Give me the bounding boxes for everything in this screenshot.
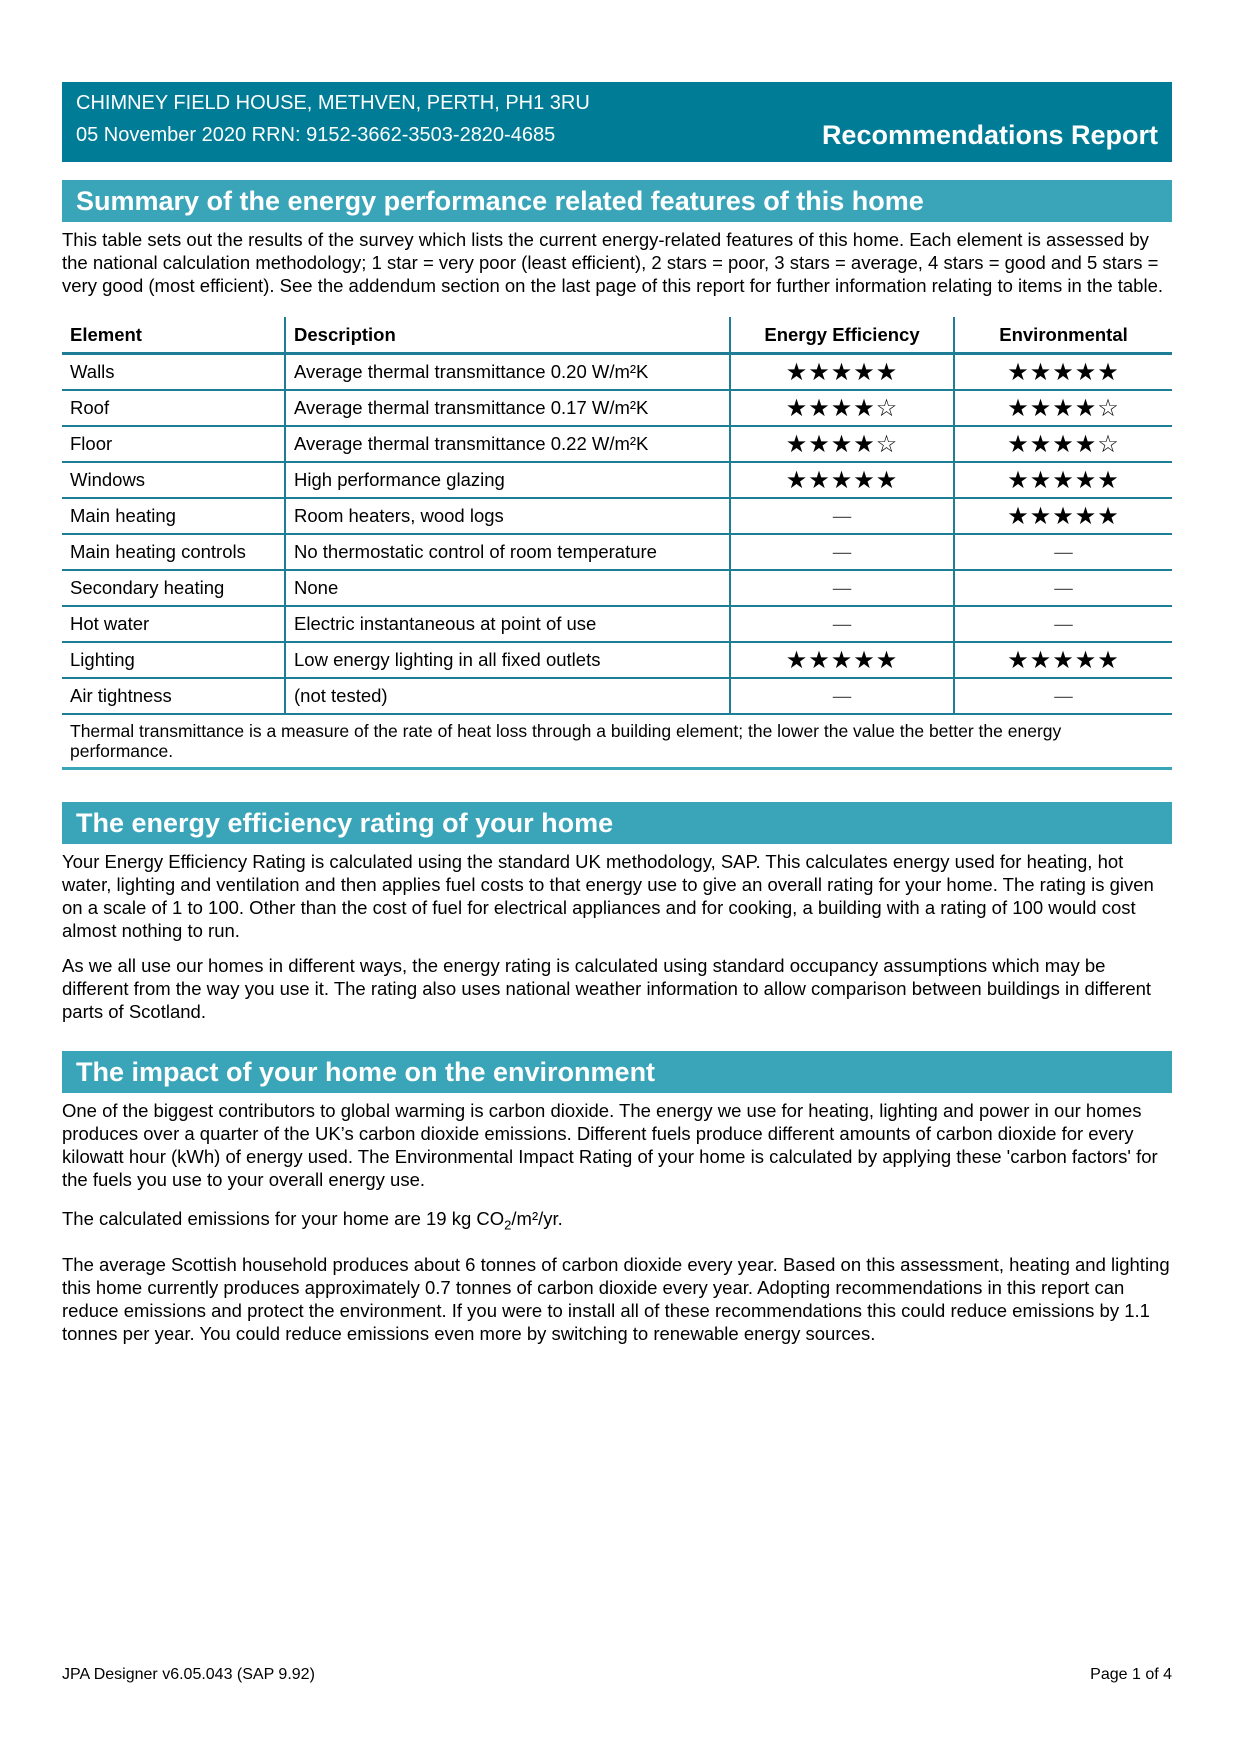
environmental-rating-none: — bbox=[954, 678, 1172, 714]
environment-paragraph-3: The average Scottish household produces about 6 tonnes of carbon dioxide every year. Based on this assessment, heating and lighting this home currently produces approximately 0.7 tonnes of carbon dioxide every year. Adopting recommendations in this report can reduce emissions and protect the environment. If you were to install all of these recommendations this could reduce emissions by 1.1 tonnes per year. You could reduce emissions even more by switching to renewable energy sources. bbox=[62, 1253, 1170, 1344]
row-description: (not tested) bbox=[285, 678, 730, 714]
row-element: Roof bbox=[62, 390, 285, 426]
table-row bbox=[62, 678, 1172, 714]
table-row bbox=[62, 534, 1172, 570]
row-description: Average thermal transmittance 0.22 W/m²K bbox=[285, 426, 730, 462]
environmental-rating-stars: ★★★★★ bbox=[954, 354, 1172, 391]
features-table bbox=[62, 317, 1172, 715]
emissions-statement bbox=[62, 1207, 1172, 1237]
property-address: CHIMNEY FIELD HOUSE, METHVEN, PERTH, PH1 3RU bbox=[76, 92, 590, 114]
energy-rating-stars: ★★★★★ bbox=[730, 642, 954, 678]
environment-heading: The impact of your home on the environment bbox=[62, 1051, 1172, 1093]
table-row bbox=[62, 642, 1172, 678]
row-element: Secondary heating bbox=[62, 570, 285, 606]
table-footnote: Thermal transmittance is a measure of the rate of heat loss through a building element; the lower the value the better the energy performance. bbox=[62, 715, 1172, 770]
row-description: Average thermal transmittance 0.17 W/m²K bbox=[285, 390, 730, 426]
environmental-rating-stars: ★★★★★ bbox=[954, 642, 1172, 678]
report-header bbox=[62, 82, 1172, 162]
summary-intro: This table sets out the results of the survey which lists the current energy-related features of this home. Each element is assessed by the national calculation methodology; 1 star = very poor (least efficient), 2 stars = poor, 3 stars = average, 4 stars = good and 5 stars = very good (most efficient). See the addendum section on the last page of this report for further information relating to items in the table. bbox=[62, 229, 1164, 296]
energy-rating-stars: ★★★★★ bbox=[730, 354, 954, 391]
co2-subscript: 2 bbox=[504, 1217, 512, 1233]
environmental-rating-stars: ★★★★☆ bbox=[954, 390, 1172, 426]
row-description: Average thermal transmittance 0.20 W/m²K bbox=[285, 354, 730, 391]
software-version: JPA Designer v6.05.043 (SAP 9.92) bbox=[62, 1666, 315, 1683]
row-element: Main heating controls bbox=[62, 534, 285, 570]
row-element: Floor bbox=[62, 426, 285, 462]
date-rrn: 05 November 2020 RRN: 9152-3662-3503-2820-4685 bbox=[76, 124, 556, 146]
table-row bbox=[62, 354, 1172, 391]
row-description: None bbox=[285, 570, 730, 606]
row-element: Hot water bbox=[62, 606, 285, 642]
energy-rating-none: — bbox=[730, 606, 954, 642]
report-title: Recommendations Report bbox=[821, 120, 1158, 150]
environmental-rating-none: — bbox=[954, 534, 1172, 570]
row-description: Electric instantaneous at point of use bbox=[285, 606, 730, 642]
table-header-row bbox=[62, 317, 1172, 354]
row-element: Walls bbox=[62, 354, 285, 391]
efficiency-heading: The energy efficiency rating of your home bbox=[62, 802, 1172, 844]
energy-rating-stars: ★★★★☆ bbox=[730, 426, 954, 462]
environmental-rating-none: — bbox=[954, 570, 1172, 606]
environmental-rating-none: — bbox=[954, 606, 1172, 642]
energy-rating-stars: ★★★★★ bbox=[730, 462, 954, 498]
row-description: Low energy lighting in all fixed outlets bbox=[285, 642, 730, 678]
row-element: Air tightness bbox=[62, 678, 285, 714]
row-element: Main heating bbox=[62, 498, 285, 534]
col-element: Element bbox=[62, 317, 285, 354]
energy-rating-none: — bbox=[730, 534, 954, 570]
energy-rating-none: — bbox=[730, 498, 954, 534]
col-description: Description bbox=[285, 317, 730, 354]
energy-rating-stars: ★★★★☆ bbox=[730, 390, 954, 426]
summary-heading: Summary of the energy performance related features of this home bbox=[62, 180, 1172, 222]
emissions-text: The calculated emissions for your home are 19 kg CO bbox=[62, 1208, 505, 1229]
environmental-rating-stars: ★★★★★ bbox=[954, 498, 1172, 534]
emissions-unit: /m²/yr. bbox=[511, 1208, 563, 1229]
report-page bbox=[62, 82, 1172, 1345]
table-row bbox=[62, 390, 1172, 426]
row-element: Windows bbox=[62, 462, 285, 498]
efficiency-paragraph-2: As we all use our homes in different ways, the energy rating is calculated using standard occupancy assumptions which may be different from the way you use it. The rating also uses national weather information to allow comparison between buildings in different parts of Scotland. bbox=[62, 955, 1152, 1022]
table-row bbox=[62, 426, 1172, 462]
col-environmental: Environmental bbox=[954, 317, 1172, 354]
row-description: No thermostatic control of room temperature bbox=[285, 534, 730, 570]
row-description: Room heaters, wood logs bbox=[285, 498, 730, 534]
environmental-rating-stars: ★★★★☆ bbox=[954, 426, 1172, 462]
table-row bbox=[62, 570, 1172, 606]
table-row bbox=[62, 498, 1172, 534]
energy-rating-none: — bbox=[730, 678, 954, 714]
col-energy-efficiency: Energy Efficiency bbox=[730, 317, 954, 354]
energy-rating-none: — bbox=[730, 570, 954, 606]
row-element: Lighting bbox=[62, 642, 285, 678]
row-description: High performance glazing bbox=[285, 462, 730, 498]
table-row bbox=[62, 462, 1172, 498]
environmental-rating-stars: ★★★★★ bbox=[954, 462, 1172, 498]
efficiency-paragraph-1: Your Energy Efficiency Rating is calculated using the standard UK methodology, SAP. This calculates energy used for heating, hot water, lighting and ventilation and then applies fuel costs to that energy use to give an overall rating for your home. The rating is given on a scale of 1 to 100. Other than the cost of fuel for electrical appliances and for cooking, a building with a rating of 100 would cost almost nothing to run. bbox=[62, 851, 1154, 941]
table-row bbox=[62, 606, 1172, 642]
page-number: Page 1 of 4 bbox=[1090, 1666, 1172, 1683]
environment-paragraph-1: One of the biggest contributors to global warming is carbon dioxide. The energy we use for heating, lighting and power in our homes produces over a quarter of the UK’s carbon dioxide emissions. Different fuels produce different amounts of carbon dioxide for every kilowatt hour (kWh) of energy used. The Environmental Impact Rating of your home is calculated by applying these 'carbon factors' for the fuels you use to your overall energy use. bbox=[62, 1100, 1158, 1190]
